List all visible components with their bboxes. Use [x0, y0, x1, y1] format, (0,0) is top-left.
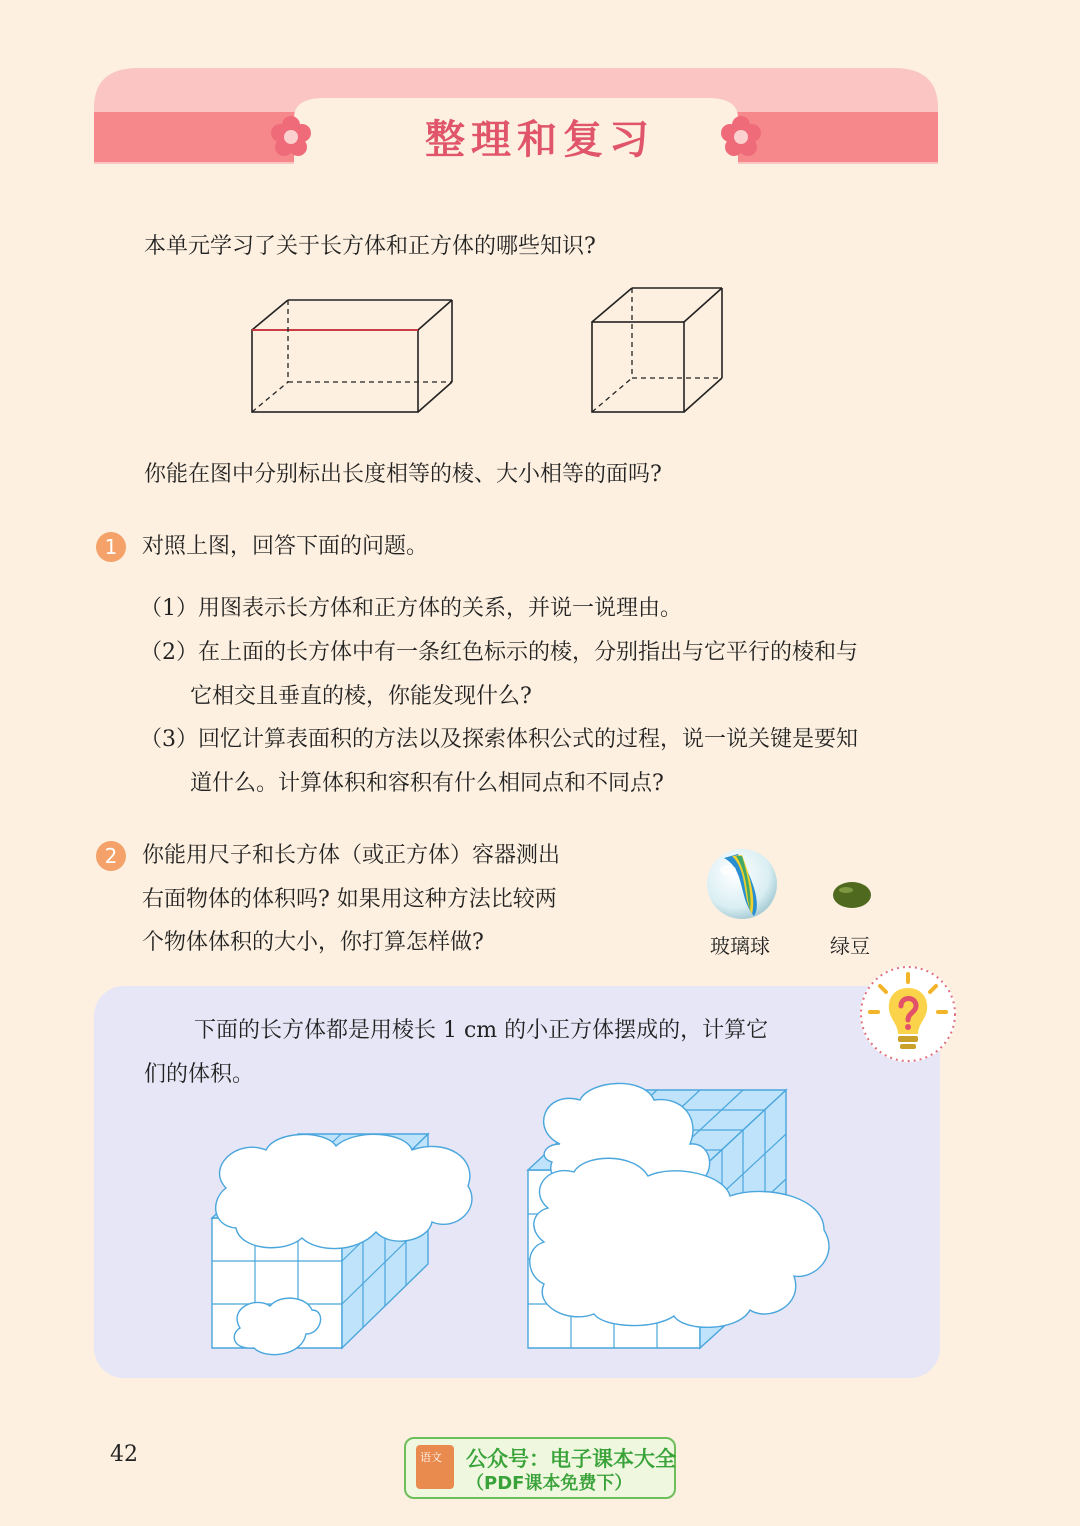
problem-number-badge: 1 [96, 532, 126, 562]
page-title: 整理和复习 [425, 116, 655, 163]
small-cuboid-stack-figure [206, 1128, 478, 1368]
cube-diagram [588, 284, 728, 418]
watermark-line2: （PDF课本免费下） [466, 1473, 633, 1494]
mung-bean-label: 绿豆 [830, 934, 870, 958]
page-number: 42 [110, 1442, 138, 1467]
problem1-item2-line1: （2）在上面的长方体中有一条红色标示的棱，分别指出与它平行的棱和与 [140, 640, 858, 665]
large-cuboid-stack-figure [524, 1080, 836, 1352]
problem1-lead: 对照上图，回答下面的问题。 [142, 534, 429, 559]
problem2-line2: 右面物体的体积吗? 如果用这种方法比较两 [142, 887, 557, 912]
problem-number-badge: 2 [96, 841, 126, 871]
problem2-line1: 你能用尺子和长方体（或正方体）容器测出 [142, 843, 561, 868]
task-line1: 下面的长方体都是用棱长 1 cm 的小正方体摆成的，计算它 [194, 1018, 769, 1043]
intro-question: 本单元学习了关于长方体和正方体的哪些知识? [144, 234, 596, 259]
cuboid-diagram [248, 296, 458, 418]
task-line2: 们的体积。 [144, 1062, 255, 1087]
watermark-line1: 公众号：电子课本大全 [466, 1447, 676, 1471]
glass-marble-image [702, 846, 782, 922]
mung-bean-image [830, 880, 874, 910]
lightbulb-question-icon [856, 962, 960, 1066]
problem1-item1: （1）用图表示长方体和正方体的关系，并说一说理由。 [140, 596, 682, 621]
problem2-line3: 个物体体积的大小，你打算怎样做? [142, 930, 484, 955]
watermark-icon-label: 语文 [420, 1451, 442, 1464]
glass-marble-label: 玻璃球 [710, 934, 770, 958]
problem1-item2-line2: 它相交且垂直的棱，你能发现什么? [190, 684, 532, 709]
problem1-item3-line2: 道什么。计算体积和容积有什么相同点和不同点? [190, 771, 664, 796]
watermark-badge [404, 1437, 676, 1499]
equal-edges-question: 你能在图中分别标出长度相等的棱、大小相等的面吗? [144, 462, 662, 487]
problem1-item3-line1: （3）回忆计算表面积的方法以及探索体积公式的过程，说一说关键是要知 [140, 727, 858, 752]
